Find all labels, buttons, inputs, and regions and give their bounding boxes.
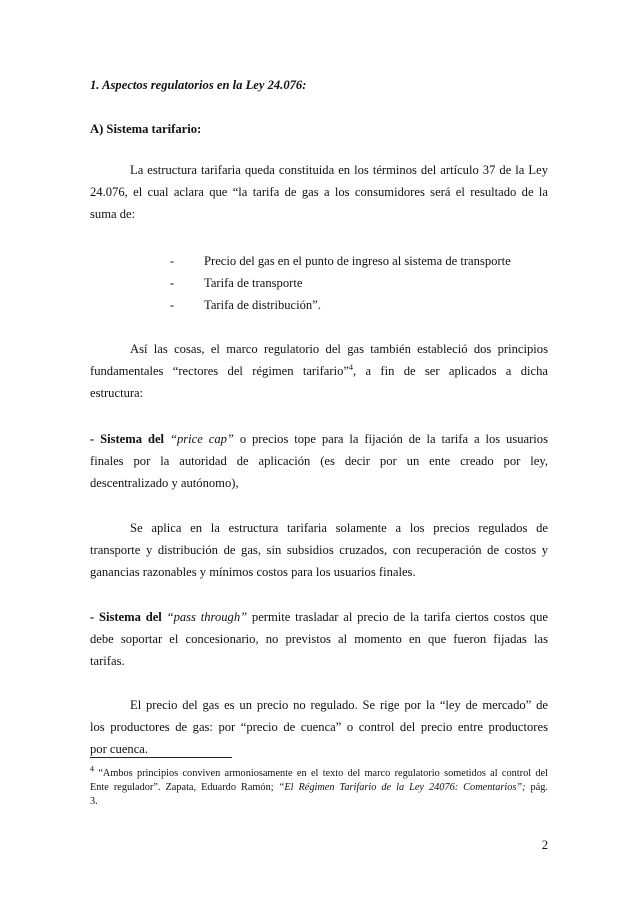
paragraph-line: La estructura tarifaria queda constituida en los términos del artículo 37 de la Ley xyxy=(130,163,548,177)
footnote-line xyxy=(90,781,548,795)
paragraph-3 xyxy=(90,428,548,494)
paragraph-1 xyxy=(90,159,548,225)
paragraph-line xyxy=(90,606,548,628)
text-segment: “Ambos principios conviven armoniosamente en el texto del marco regulatorio sometidos al control del xyxy=(94,768,548,779)
paragraph-line: debe soportar el concesionario, no previstos al momento en que fueron fijadas las xyxy=(90,632,548,646)
paragraph-line: los productores de gas: por “precio de cuenca” o control del precio entre productores xyxy=(90,720,548,734)
footnote-line: 3. xyxy=(90,796,98,807)
list-item xyxy=(90,250,548,272)
text-segment: - Sistema del xyxy=(90,610,167,624)
paragraph-5 xyxy=(90,606,548,672)
paragraph-6 xyxy=(90,694,548,760)
footnote-line xyxy=(90,764,548,781)
bullet-text: Precio del gas en el punto de ingreso al sistema de transporte xyxy=(204,254,511,268)
paragraph-line: estructura: xyxy=(90,386,144,400)
bullet-text: Tarifa de distribución”. xyxy=(204,298,321,312)
text-segment: fundamentales “rectores del régimen tarifario” xyxy=(90,364,349,378)
paragraph-line: por cuenca. xyxy=(90,742,149,756)
page-number: 2 xyxy=(541,838,548,852)
paragraph-line: finales por la autoridad de aplicación (es decir por un ente creado por ley, xyxy=(90,454,548,468)
emphasis-text: “pass through” xyxy=(166,610,248,624)
paragraph-line: ganancias razonables y mínimos costos para los usuarios finales. xyxy=(90,565,416,579)
paragraph-2 xyxy=(90,338,548,404)
paragraph-4 xyxy=(90,517,548,583)
paragraph-line: descentralizado y autónomo), xyxy=(90,476,239,490)
subheading-block xyxy=(90,118,548,140)
subheading: A) Sistema tarifario: xyxy=(90,122,202,136)
text-segment: o precios tope para la fijación de la tarifa a los usuarios xyxy=(233,432,549,446)
paragraph-line: transporte y distribución de gas, sin subsidios cruzados, con recuperación de costos y xyxy=(90,543,548,557)
paragraph-line: Así las cosas, el marco regulatorio del gas también estableció dos principios xyxy=(130,342,548,356)
emphasis-text: “El Régimen Tarifario de la Ley 24076: Comentarios”; xyxy=(278,782,526,793)
bullet-dash: - xyxy=(170,298,175,312)
paragraph-line xyxy=(90,360,548,382)
paragraph-line: tarifas. xyxy=(90,654,125,668)
paragraph-line xyxy=(90,428,548,450)
paragraph-line: suma de: xyxy=(90,207,136,221)
emphasis-text: “price cap” xyxy=(169,432,234,446)
list-item xyxy=(90,272,548,294)
section-heading: 1. Aspectos regulatorios en la Ley 24.076: xyxy=(90,78,307,92)
footnote-reference: 4 xyxy=(348,362,353,372)
list-item xyxy=(90,294,548,316)
bullet-dash: - xyxy=(170,254,175,268)
section-heading-block xyxy=(90,74,548,96)
footnote xyxy=(90,764,548,809)
paragraph-line: Se aplica en la estructura tarifaria solamente a los precios regulados de xyxy=(130,521,548,535)
footnote-marker: 4 xyxy=(90,764,94,774)
paragraph-line: 24.076, el cual aclara que “la tarifa de gas a los consumidores será el resultado de la xyxy=(90,185,548,199)
text-segment: permite trasladar al precio de la tarifa ciertos costos que xyxy=(247,610,548,624)
bullet-list xyxy=(90,250,548,316)
text-segment: , a fin de ser aplicados a dicha xyxy=(352,364,548,378)
text-segment: pág. xyxy=(525,782,548,793)
text-segment: Ente regulador”. Zapata, Eduardo Ramón; xyxy=(90,782,279,793)
bullet-text: Tarifa de transporte xyxy=(204,276,303,290)
text-segment: - Sistema del xyxy=(90,432,170,446)
paragraph-line: El precio del gas es un precio no regulado. Se rige por la “ley de mercado” de xyxy=(130,698,548,712)
footnote-separator xyxy=(90,757,232,758)
bullet-dash: - xyxy=(170,276,175,290)
